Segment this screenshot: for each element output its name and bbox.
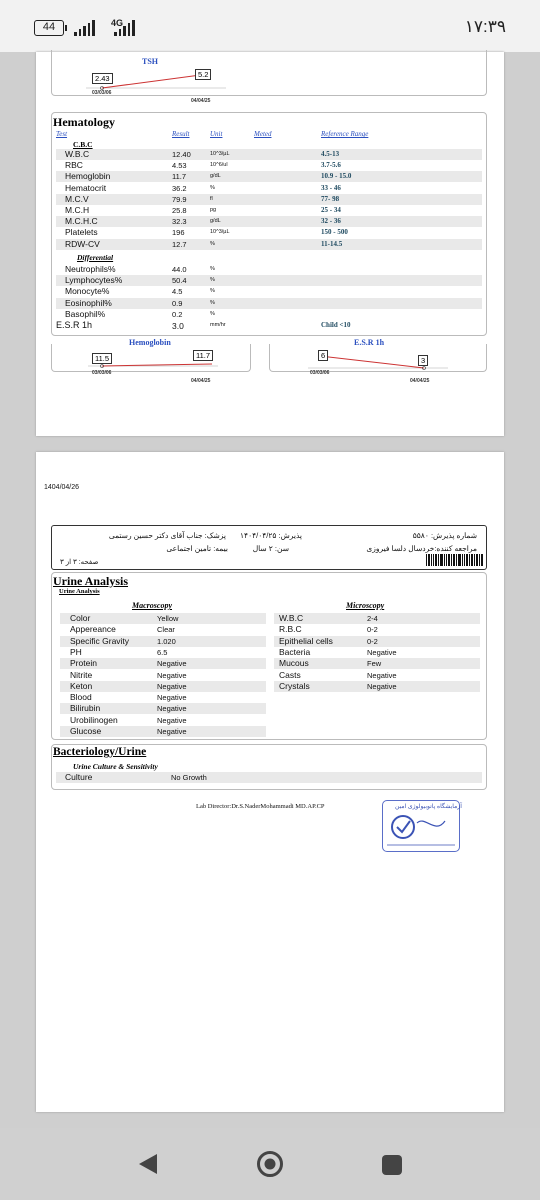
esr-date-2: 04/04/25 — [410, 378, 430, 384]
macro-test: Protein — [70, 658, 97, 669]
diff-unit: % — [210, 288, 215, 295]
page-number: صفحه: ۳ از ۳ — [60, 559, 99, 566]
table-row — [56, 320, 482, 331]
hemoglobin-date-1: 03/03/06 — [92, 370, 112, 376]
micro-result: 2-4 — [367, 614, 378, 623]
report-page-2 — [36, 452, 504, 1112]
patient-name: مراجعه کننده:خردسال دلسا فیروزی — [366, 544, 477, 553]
cbc-label: C.B.C — [73, 140, 93, 149]
macro-test: Urobilinogen — [70, 714, 118, 725]
hemoglobin-value-1: 11.5 — [92, 353, 112, 364]
cbc-test: RBC — [65, 160, 83, 171]
micro-result: Negative — [367, 681, 397, 691]
macro-result: 6.5 — [157, 647, 168, 657]
cbc-test: M.C.V — [65, 193, 89, 204]
culture-test: Culture — [65, 772, 93, 782]
diff-test: Neutrophils% — [65, 264, 116, 274]
network-type: 4G — [111, 18, 124, 28]
col-test: Test — [56, 130, 68, 138]
cbc-test: Hematocrit — [65, 182, 107, 193]
home-icon[interactable] — [256, 1150, 284, 1178]
macro-test: Nitrite — [70, 669, 93, 680]
diff-result: 44.0 — [172, 265, 187, 274]
urine-analysis-title: Urine Analysis — [53, 574, 129, 588]
macro-result: Negative — [157, 681, 187, 691]
macro-result: Negative — [157, 715, 187, 725]
clock: ۱۷:۳۹ — [464, 17, 506, 36]
micro-test: W.B.C — [279, 613, 304, 623]
macro-test: Bilirubin — [70, 703, 101, 714]
diff-unit: % — [210, 266, 215, 272]
bacteriology-title: Bacteriology/Urine — [53, 746, 147, 758]
signal-icon — [74, 20, 95, 36]
diff-test: Lymphocytes% — [65, 275, 123, 286]
bacteriology-subtitle: Urine Culture & Sensitivity — [73, 762, 158, 771]
cbc-unit: fl — [210, 195, 213, 202]
macro-result: Negative — [157, 727, 187, 736]
hemoglobin-value-2: 11.7 — [193, 350, 213, 361]
hemoglobin-date-2: 04/04/25 — [191, 378, 211, 384]
cbc-range: 11-14.5 — [321, 239, 343, 248]
esr-value-2: 3 — [418, 355, 428, 366]
battery-icon — [34, 20, 64, 36]
esr-date-1: 03/03/06 — [310, 370, 330, 376]
macro-result: Yellow — [157, 614, 179, 623]
reception-number: شماره پذیرش: ۵۵۸۰ — [412, 531, 477, 540]
cbc-unit: g/dL — [210, 218, 221, 225]
patient-age: سن: ۲ سال — [252, 544, 289, 553]
culture-result: No Growth — [171, 773, 207, 782]
cbc-unit: pg — [210, 207, 217, 213]
cbc-unit: % — [210, 184, 215, 191]
barcode-icon — [426, 554, 484, 566]
macro-result: Negative — [157, 670, 187, 680]
cbc-result: 36.2 — [172, 183, 187, 193]
macro-test: Specific Gravity — [70, 635, 130, 646]
cbc-test: M.C.H — [65, 205, 90, 215]
micro-test: Crystals — [279, 680, 310, 691]
macro-test: Appereance — [70, 624, 116, 635]
tsh-graph-title: TSH — [142, 57, 159, 66]
micro-test: Mucous — [279, 658, 309, 669]
table-row — [56, 227, 482, 238]
hematology-title: Hematology — [53, 115, 115, 129]
esr-test: E.S.R 1h — [56, 320, 93, 330]
cbc-test: Hemoglobin — [65, 171, 111, 182]
diff-result: 0.2 — [172, 309, 183, 319]
cbc-range: 25 - 34 — [321, 206, 341, 214]
macro-result: Negative — [157, 704, 187, 714]
esr-result: 3.0 — [172, 321, 184, 331]
hemoglobin-graph-title: Hemoglobin — [129, 338, 171, 347]
cbc-result: 12.7 — [172, 239, 187, 249]
micro-test: Epithelial cells — [279, 635, 333, 646]
diff-unit: % — [210, 299, 215, 306]
back-icon[interactable] — [137, 1152, 159, 1176]
patient-insurance: بیمه: تامین اجتماعی — [166, 544, 228, 553]
macro-test: Glucose — [70, 726, 102, 736]
esr-range: Child <10 — [321, 321, 351, 329]
cbc-result: 79.9 — [172, 194, 187, 204]
esr-graph-title: E.S.R 1h — [354, 338, 385, 347]
battery-level: 44 — [42, 21, 56, 33]
cbc-test: Platelets — [65, 227, 98, 238]
cbc-range: 150 - 500 — [321, 228, 348, 237]
cbc-result: 4.53 — [172, 161, 187, 171]
microscopy-label: Microscopy — [346, 601, 385, 610]
diff-result: 50.4 — [172, 276, 187, 286]
cbc-result: 11.7 — [172, 172, 187, 182]
cbc-result: 32.3 — [172, 217, 187, 227]
navigation-bar — [0, 1128, 540, 1200]
macro-result: Negative — [157, 659, 187, 669]
micro-result: Negative — [367, 647, 397, 657]
tsh-date-1: 03/03/06 — [92, 90, 112, 96]
cbc-unit: 10^3/µL — [210, 229, 230, 236]
table-row — [56, 216, 482, 227]
table-row — [56, 171, 482, 182]
cbc-range: 3.7-5.6 — [321, 161, 341, 170]
table-row — [56, 298, 482, 309]
tsh-value-1: 2.43 — [92, 73, 113, 84]
col-method: Meted — [254, 130, 272, 138]
micro-result: 0-2 — [367, 625, 378, 635]
differential-label: Differential — [77, 253, 114, 262]
cbc-range: 77- 98 — [321, 194, 340, 203]
macro-result: Clear — [157, 625, 175, 635]
table-row — [56, 309, 482, 320]
cbc-result: 12.40 — [172, 150, 191, 159]
macro-result: Negative — [157, 693, 187, 703]
table-row — [56, 286, 482, 297]
cbc-result: 25.8 — [172, 206, 187, 215]
table-row — [56, 160, 482, 171]
cbc-unit: 10^3/µL — [210, 151, 230, 157]
esr-value-1: 6 — [318, 350, 328, 361]
diff-result: 4.5 — [172, 287, 183, 297]
cbc-range: 10.9 - 15.0 — [321, 172, 352, 181]
micro-test: Casts — [279, 669, 301, 680]
cbc-range: 4.5-13 — [321, 150, 340, 158]
micro-test: R.B.C — [279, 624, 302, 635]
table-row — [56, 264, 482, 275]
macro-result: 1.020 — [157, 636, 176, 646]
col-result: Result — [172, 130, 190, 138]
table-row — [56, 194, 482, 205]
signal-icon-2 — [114, 20, 135, 36]
tsh-value-2: 5.2 — [195, 69, 211, 80]
lab-director: Lab Director:Dr.S.NaderMohammadi MD.AP.CP — [196, 803, 325, 810]
macro-test: Keton — [70, 680, 93, 691]
reception-date: پذیرش: ۱۴۰۴/۰۴/۲۵ — [240, 531, 302, 540]
macro-test: PH — [70, 646, 82, 657]
cbc-result: 196 — [172, 228, 185, 238]
micro-test: Bacteria — [279, 646, 311, 657]
table-row — [56, 239, 482, 250]
diff-test: Basophil% — [65, 308, 106, 319]
lab-stamp — [382, 800, 460, 852]
report-page-1 — [36, 52, 504, 436]
cbc-test: M.C.H.C — [65, 216, 98, 227]
diff-unit: % — [210, 310, 215, 317]
table-row — [56, 205, 482, 216]
cbc-test: RDW-CV — [65, 238, 100, 249]
micro-result: 0-2 — [367, 636, 378, 646]
stamp-text: آزمایشگاه پاتوبیولوژی امین — [395, 804, 462, 810]
macro-test: Blood — [70, 692, 92, 703]
cbc-range: 33 - 46 — [321, 183, 341, 192]
col-unit: Unit — [210, 130, 223, 138]
diff-test: Eosinophil% — [65, 297, 112, 308]
report-date: 1404/04/26 — [44, 484, 80, 491]
micro-result: Negative — [367, 670, 397, 680]
micro-result: Few — [367, 659, 382, 669]
col-range: Reference Range — [321, 130, 369, 138]
urine-analysis-subtitle: Urine Analysis — [59, 588, 100, 595]
table-row — [56, 149, 482, 160]
cbc-unit: % — [210, 240, 215, 247]
cbc-unit: g/dL — [210, 173, 221, 180]
doctor-name: پزشک: جناب آقای دکتر حسین رستمی — [108, 531, 226, 540]
diff-result: 0.9 — [172, 298, 183, 308]
table-row — [56, 183, 482, 194]
status-bar — [0, 0, 540, 52]
recents-icon[interactable] — [381, 1154, 403, 1176]
cbc-unit: 10^6/ul — [210, 162, 228, 169]
cbc-test: W.B.C — [65, 149, 90, 159]
table-row — [56, 772, 482, 783]
cbc-range: 32 - 36 — [321, 217, 341, 226]
tsh-date-2: 04/04/25 — [191, 98, 211, 104]
macro-test: Color — [70, 613, 91, 623]
macroscopy-label: Macroscopy — [132, 601, 172, 610]
diff-unit: % — [210, 277, 215, 284]
esr-graph — [308, 350, 458, 374]
esr-unit: mm/hr — [210, 322, 226, 328]
diff-test: Monocyte% — [65, 286, 110, 297]
